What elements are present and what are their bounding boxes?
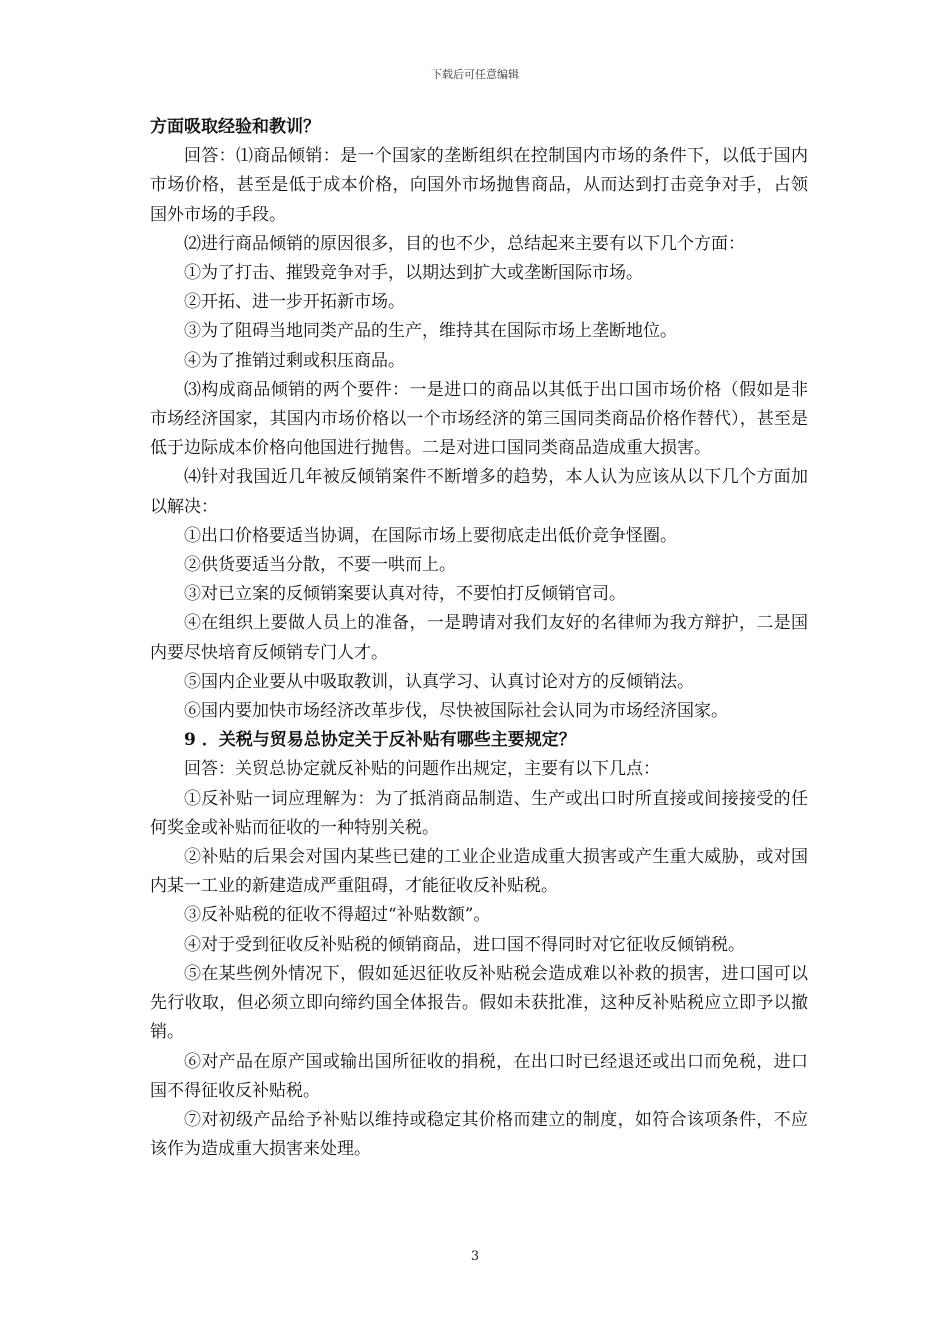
paragraph-9: ①出口价格要适当协调，在国际市场上要彻底走出低价竞争怪圈。	[184, 525, 677, 546]
paragraph-2: ⑵进行商品倾销的原因很多，目的也不少，总结起来主要有以下几个方面：	[184, 233, 745, 254]
paragraph-19: ③反补贴税的征收不得超过“补贴数额”。	[184, 905, 491, 926]
paragraph-23: ⑦对初级产品给予补贴以维持或稳定其价格而建立的制度，如符合该项条件，不应该作为造成重大损害来处理。	[150, 1109, 808, 1160]
paragraph-6: ④为了推销过剩或积压商品。	[184, 350, 405, 371]
paragraph-21: ⑤在某些例外情况下，假如延迟征收反补贴税会造成难以补救的损害，进口国可以先行收取，但必须立即向缔约国全体报告。假如未获批准，这种反补贴税应立即予以撤销。	[150, 963, 808, 1043]
paragraph-8: ⑷针对我国近几年被反倾销案件不断增多的趋势，本人认为应该从以下几个方面加以解决：	[150, 467, 808, 517]
paragraph-11: ③对已立案的反倾销案要认真对待，不要怕打反倾销官司。	[184, 584, 626, 605]
page-number: 3	[470, 1249, 480, 1264]
paragraph-0: 方面吸取经验和教训？	[150, 117, 320, 137]
paragraph-7: ⑶构成商品倾销的两个要件：一是进口的商品以其低于出口国市场价格（假如是非市场经济国家，其国内市场价格以一个市场经济的第三国同类商品价格作替代），甚至是低于边际成本价格向他国进行抛售。二是对进口国同类商品造成重大损害。	[150, 379, 808, 459]
paragraph-5: ③为了阻碍当地同类产品的生产，维持其在国际市场上垄断地位。	[184, 321, 677, 342]
paragraph-13: ⑤国内企业要从中吸取教训，认真学习、认真讨论对方的反倾销法。	[184, 671, 694, 692]
paragraph-20: ④对于受到征收反补贴税的倾销商品，进口国不得同时对它征收反倾销税。	[184, 934, 745, 955]
paragraph-4: ②开拓、进一步开拓新市场。	[184, 292, 405, 313]
paragraph-3: ①为了打击、摧毁竞争对手，以期达到扩大或垄断国际市场。	[184, 263, 643, 284]
document-body	[150, 113, 808, 1164]
section-heading-9: 9 ．关税与贸易总协定关于反补贴有哪些主要规定？	[184, 730, 576, 751]
page-header: 下载后可任意编辑	[431, 68, 519, 81]
paragraph-16: 回答：关贸总协定就反补贴的问题作出规定，主要有以下几点：	[184, 759, 660, 780]
paragraph-14: ⑥国内要加快市场经济改革步伐，尽快被国际社会认同为市场经济国家。	[184, 701, 728, 722]
paragraph-12: ④在组织上要做人员上的准备，一是聘请对我们友好的名律师为我方辩护，二是国内要尽快培育反倾销专门人才。	[150, 613, 808, 663]
paragraph-17: ①反补贴一词应理解为：为了抵消商品制造、生产或出口时所直接或间接接受的任何奖金或补贴而征收的一种特别关税。	[150, 788, 808, 838]
paragraph-1: 回答：⑴商品倾销：是一个国家的垄断组织在控制国内市场的条件下，以低于国内市场价格，甚至是低于成本价格，向国外市场抛售商品，从而达到打击竞争对手，占领国外市场的手段。	[150, 146, 808, 225]
paragraph-18: ②补贴的后果会对国内某些已建的工业企业造成重大损害或产生重大威胁，或对国内某一工业的新建造成严重阻碍，才能征收反补贴税。	[150, 847, 808, 897]
paragraph-10: ②供货要适当分散，不要一哄而上。	[184, 555, 456, 576]
paragraph-22: ⑥对产品在原产国或输出国所征收的捐税，在出口时已经退还或出口而免税，进口国不得征收反补贴税。	[150, 1051, 808, 1101]
